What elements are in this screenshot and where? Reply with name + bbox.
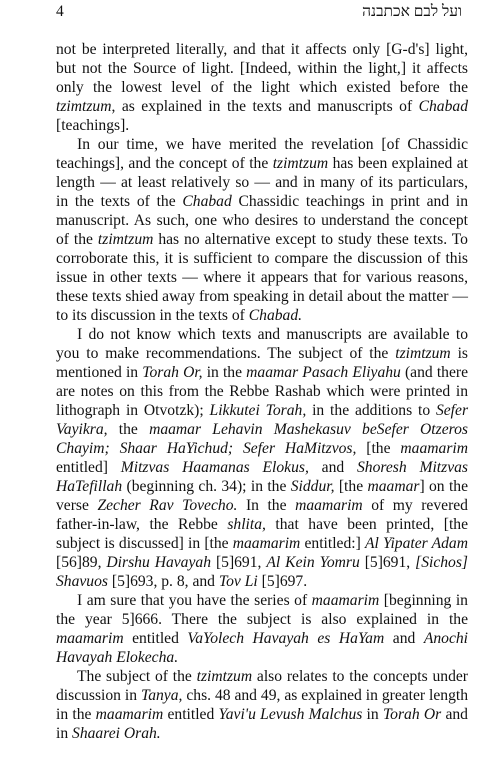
body-text	[56, 40, 468, 743]
italic-text: Tanya,	[140, 687, 183, 704]
text-run: [5]697.	[257, 573, 308, 590]
running-head: ועל לבם אכתבנה	[362, 3, 462, 20]
italic-text: Siddur,	[290, 478, 335, 495]
text-run: In our time, we have merited the revelation [of Chassidic teachings], and the concept of the	[56, 136, 468, 172]
italic-text: maamar Pasach Eliyahu	[246, 364, 401, 381]
italic-text: tzimtzum	[395, 345, 451, 362]
text-run: and in	[56, 706, 468, 742]
italic-text: Yavi'u Levush Malchus	[218, 706, 363, 723]
text-run: ] on the verse	[56, 478, 468, 514]
italic-text: maamarim	[56, 630, 124, 647]
text-run: Chassidic teachings in print and in manuscript. As such, one who desires to understand the concept of the	[56, 193, 468, 248]
italic-text: Likkutei Torah,	[209, 402, 307, 419]
text-run: entitled:]	[300, 535, 365, 552]
paragraph	[56, 591, 468, 667]
text-run: (and there are notes on this from the Rebbe Rashab which were printed in lithograph in Otvotzk);	[56, 364, 468, 419]
text-run: I do not know which texts and manuscripts are available to you to make recommendations. The subject of the	[56, 326, 468, 362]
text-run: entitled	[163, 706, 219, 723]
italic-text: Shoresh Mitzvas HaTefillah	[56, 459, 468, 495]
italic-text: maamarim	[232, 535, 301, 552]
text-run: the	[107, 421, 150, 438]
text-run: and	[384, 630, 424, 647]
italic-text: Chabad.	[248, 307, 303, 324]
paragraph	[56, 135, 468, 325]
text-run: in the additions to	[306, 402, 436, 419]
italic-text: maamar Lehavin Mashekasuv beSefer Otzeros Chayim; Shaar HaYichud; Sefer HaMitzvos,	[56, 421, 468, 457]
text-run: is mentioned in	[56, 345, 468, 381]
italic-text: Torah Or,	[142, 364, 203, 381]
text-run: The subject of the	[77, 668, 197, 685]
paragraph	[56, 667, 468, 743]
text-run: (beginning ch. 34); in the	[122, 478, 291, 495]
text-run: , as explained in the texts and manuscripts of	[111, 98, 419, 115]
text-run: [5]693, p. 8, and	[107, 573, 219, 590]
text-run: [5]691,	[359, 554, 416, 571]
italic-text: Chabad	[182, 193, 232, 210]
text-run: that have been printed, [the subject is discussed] in [the	[56, 516, 468, 552]
text-run: [5]691,	[211, 554, 267, 571]
text-run: and	[308, 459, 357, 476]
text-run: in	[362, 706, 383, 723]
text-run: chs. 48 and 49, as explained in greater length in the	[56, 687, 469, 723]
italic-text: maamarim	[400, 440, 468, 457]
text-run: in the	[202, 364, 247, 381]
italic-text: maamarim	[295, 497, 363, 514]
text-run: not be interpreted literally, and that it affects only [G-d's] light, but not the Source of light. [Indeed, within the light,] it affects only the lowest level of the light which existed before the	[56, 41, 468, 96]
text-run: entitled	[123, 630, 188, 647]
text-run: [the	[334, 478, 368, 495]
italic-text: Tov Li	[218, 573, 258, 590]
italic-text: tzimtzum	[272, 155, 329, 172]
italic-text: Chabad	[418, 98, 468, 115]
text-run: In the	[237, 497, 296, 514]
italic-text: maamarim	[95, 706, 164, 723]
italic-text: tzimtzum	[196, 668, 253, 685]
italic-text: shlita,	[227, 516, 266, 533]
italic-text: Zecher Rav Tovecho.	[97, 497, 238, 514]
text-run: also relates to the concepts under discussion in	[56, 668, 468, 704]
italic-text: Mitzvas Haamanas Elokus,	[120, 459, 309, 476]
paragraph	[56, 325, 468, 591]
italic-text: Sefer Vayikra,	[56, 402, 469, 438]
italic-text: Torah Or	[382, 706, 442, 723]
text-run: [teachings].	[56, 117, 130, 134]
text-run: entitled]	[56, 459, 121, 476]
italic-text: tzimtzum	[56, 98, 112, 115]
page-header	[56, 2, 462, 22]
italic-text: maamarim	[311, 592, 380, 609]
page-number: 4	[56, 3, 64, 20]
italic-text: Anochi Havayah Elokecha.	[56, 630, 468, 666]
text-run: [beginning in the year 5]666. There the subject is also explained in the	[56, 592, 468, 628]
text-run: I am sure that you have the series of	[77, 592, 312, 609]
italic-text: Dirshu Havayah	[106, 554, 211, 571]
text-run: of my revered father-in-law, the Rebbe	[56, 497, 468, 533]
italic-text: maamar	[367, 478, 420, 495]
italic-text: Shaarei Orah.	[72, 725, 161, 742]
text-run: [the	[356, 440, 401, 457]
italic-text: tzimtzum	[97, 231, 154, 248]
text-run: [56]89,	[56, 554, 107, 571]
paragraph	[56, 40, 468, 135]
italic-text: Al Yipater Adam	[364, 535, 468, 552]
italic-text: [Sichos] Shavuos	[56, 554, 468, 590]
text-run: has no alternative except to study these texts. To corroborate this, it is sufficient to compare the discussion of this issue in other texts — where it appears that for various reasons, these texts shied away from speaking in detail about the matter — to its discussion in the texts of	[56, 231, 468, 324]
italic-text: Al Kein Yomru	[266, 554, 360, 571]
italic-text: VaYolech Havayah es HaYam	[187, 630, 385, 647]
text-run: has been explained at length — at least relatively so — and in many of its particulars, in the texts of the	[56, 155, 468, 210]
